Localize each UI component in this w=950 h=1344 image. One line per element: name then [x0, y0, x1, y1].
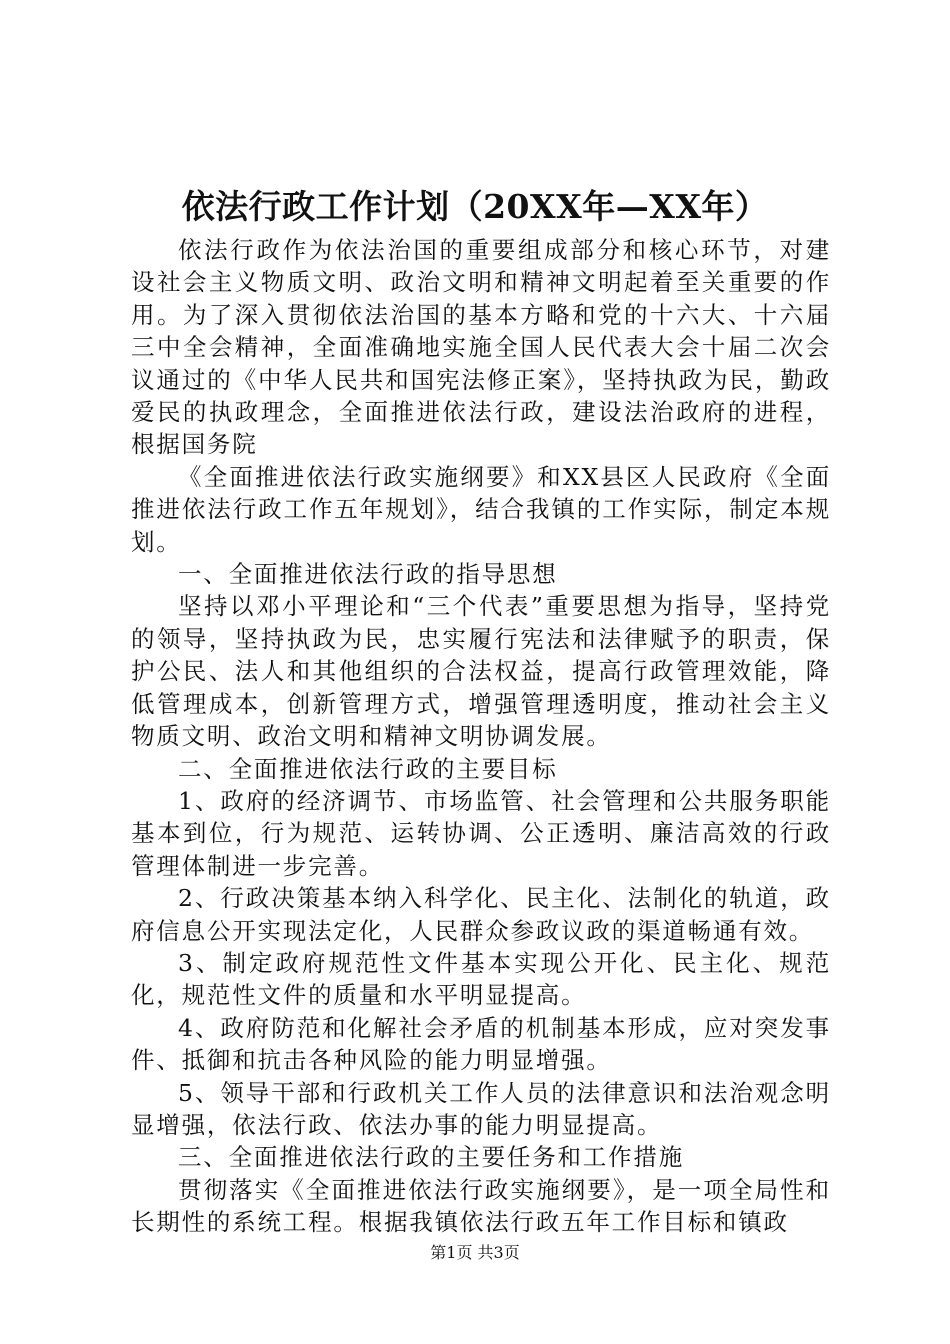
goal-item-3: 3、制定政府规范性文件基本实现公开化、民主化、规范化，规范性文件的质量和水平明显提高。 — [131, 948, 831, 1010]
paragraph-basis: 《全面推进依法行政实施纲要》和XX县区人民政府《全面推进依法行政工作五年规划》，结合我镇的工作实际，制定本规划。 — [131, 462, 831, 556]
goal-item-5: 5、领导干部和行政机关工作人员的法律意识和法治观念明显增强，依法行政、依法办事的能力明显提高。 — [131, 1078, 831, 1139]
section-heading-1: 一、全面推进依法行政的指导思想 — [178, 560, 558, 589]
page-footer: 第1页 共3页 — [430, 1243, 520, 1262]
goal-item-4: 4、政府防范和化解社会矛盾的机制基本形成，应对突发事件、抵御和抗击各种风险的能力明显增强。 — [131, 1013, 831, 1075]
goal-item-2: 2、行政决策基本纳入科学化、民主化、法制化的轨道，政府信息公开实现法定化，人民群众参政议政的渠道畅通有效。 — [131, 884, 831, 945]
document-title: 依法行政工作计划（20XX年—XX年） — [181, 187, 769, 226]
goal-item-1: 1、政府的经济调节、市场监管、社会管理和公共服务职能基本到位，行为规范、运转协调、公正透明、廉洁高效的行政管理体制进一步完善。 — [131, 786, 831, 880]
document-body — [131, 234, 831, 1239]
section-heading-3: 三、全面推进依法行政的主要任务和工作措施 — [178, 1143, 684, 1172]
paragraph-intro: 依法行政作为依法治国的重要组成部分和核心环节，对建设社会主义物质文明、政治文明和精神文明起着至关重要的作用。为了深入贯彻依法治国的基本方略和党的十六大、十六届三中全会精神，全面准确地实施全国人民代表大会十届二次会议通过的《中华人民共和国宪法修正案》，坚持执政为民，勤政爱民的执政理念，全面推进依法行政，建设法治政府的进程，根据国务院 — [131, 236, 831, 459]
paragraph-tasks: 贯彻落实《全面推进依法行政实施纲要》，是一项全局性和长期性的系统工程。根据我镇依法行政五年工作目标和镇政 — [131, 1175, 831, 1237]
section-heading-2: 二、全面推进依法行政的主要目标 — [178, 754, 558, 783]
paragraph-guiding-thought: 坚持以邓小平理论和“三个代表”重要思想为指导，坚持党的领导，坚持执政为民，忠实履行宪法和法律赋予的职责，保护公民、法人和其他组织的合法权益，提高行政管理效能，降低管理成本，创新管理方式，增强管理透明度，推动社会主义物质文明、政治文明和精神文明协调发展。 — [131, 592, 831, 751]
